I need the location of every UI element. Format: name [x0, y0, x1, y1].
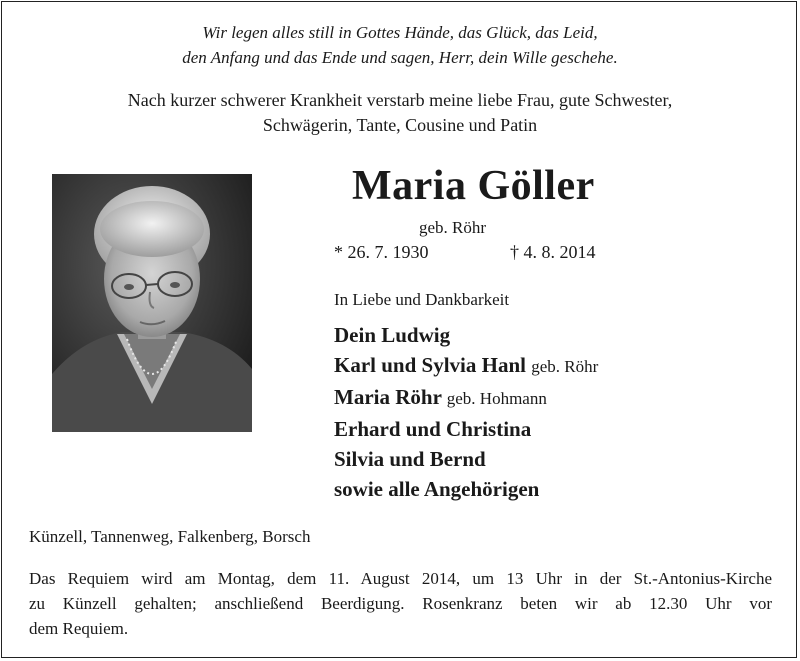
portrait-photo	[52, 174, 252, 432]
requiem-notice	[29, 566, 772, 641]
bible-verse	[0, 20, 800, 70]
mourner-row	[334, 414, 598, 444]
life-dates	[334, 242, 634, 266]
mourner-name: Karl und Sylvia Hanl	[334, 353, 526, 377]
intro-line-1: Nach kurzer schwerer Krankheit verstarb meine liebe Frau, gute Schwester,	[127, 90, 673, 110]
mourner-name: Erhard und Christina	[334, 417, 532, 441]
mourner-row	[334, 474, 598, 504]
places-line: Künzell, Tannenweg, Falkenberg, Borsch	[29, 527, 311, 546]
mourners-list	[334, 320, 598, 504]
requiem-line-3: dem Requiem.	[29, 619, 129, 638]
mourner-note: geb. Röhr	[531, 357, 599, 376]
intro-text	[0, 88, 800, 138]
verse-line-1: Wir legen alles still in Gottes Hände, das Glück, das Leid,	[202, 23, 598, 42]
mourner-name: Dein Ludwig	[334, 323, 451, 347]
birth-date: * 26. 7. 1930	[334, 242, 429, 262]
death-date: † 4. 8. 2014	[510, 242, 596, 262]
portrait-image	[52, 174, 252, 432]
mourner-name: Silvia und Bernd	[334, 447, 486, 471]
mourner-row	[334, 350, 598, 382]
mourner-row	[334, 382, 598, 414]
mourner-row	[334, 444, 598, 474]
requiem-line-2: zu Künzell gehalten; anschließend Beerdigung. Rosenkranz beten wir ab 12.30 Uhr vor	[29, 594, 772, 613]
mourner-name: Maria Röhr	[334, 385, 442, 409]
mourner-row	[334, 320, 598, 350]
birth-name: geb. Röhr	[419, 218, 487, 237]
mourner-name: sowie alle Angehörigen	[334, 477, 540, 501]
intro-line-2: Schwägerin, Tante, Cousine und Patin	[262, 115, 538, 135]
mourners-intro: In Liebe und Dankbarkeit	[334, 290, 510, 309]
mourner-note: geb. Hohmann	[446, 389, 547, 408]
requiem-line-1: Das Requiem wird am Montag, dem 11. August 2014, um 13 Uhr in der St.-Antonius-Kirche	[29, 569, 772, 588]
deceased-name: Maria Göller	[352, 163, 595, 209]
verse-line-2: den Anfang und das Ende und sagen, Herr, dein Wille geschehe.	[182, 48, 618, 67]
